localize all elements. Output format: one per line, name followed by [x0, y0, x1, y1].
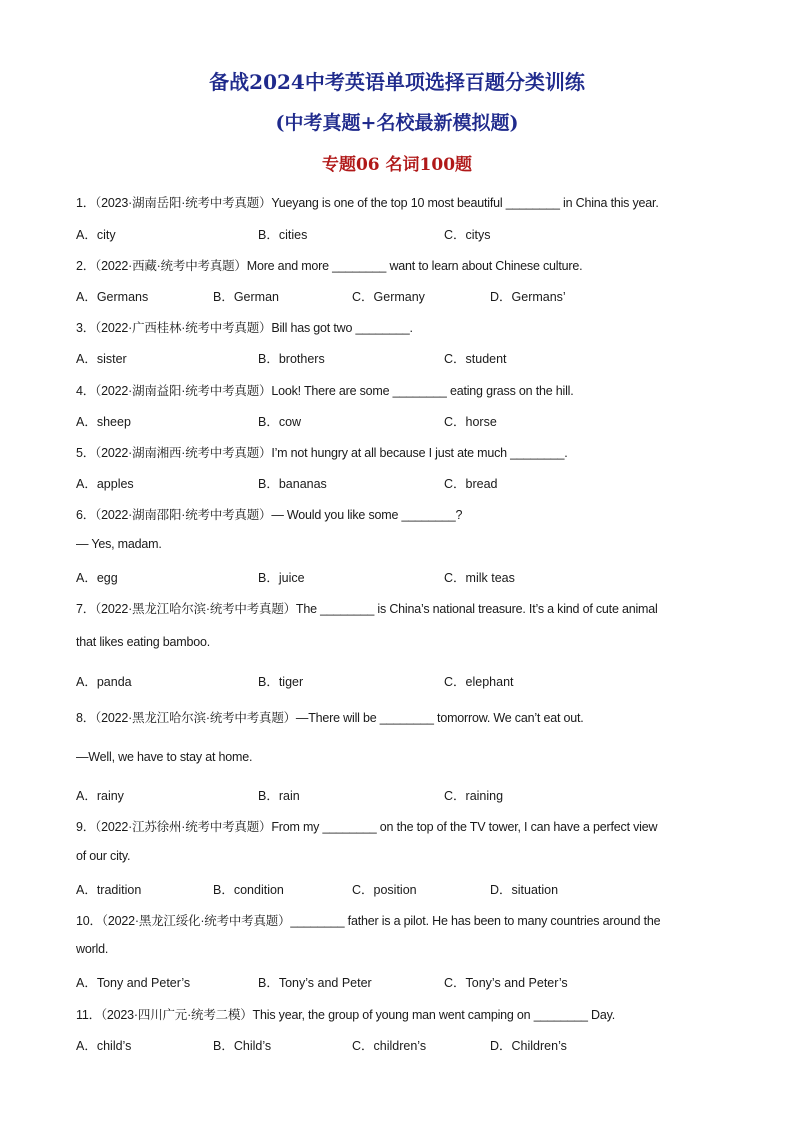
q6-option-a: A．egg — [76, 571, 118, 585]
q10-option-b: B．Tony’s and Peter — [258, 976, 372, 990]
q8-option-a: A．rainy — [76, 789, 124, 803]
question-9-text-continued: of our city. — [76, 849, 131, 863]
q5-option-b: B．bananas — [258, 477, 327, 491]
q6-option-b: B．juice — [258, 571, 305, 585]
q7-option-c: C．elephant — [444, 675, 514, 689]
q2-option-c: C．Germany — [352, 290, 425, 304]
q9-option-d: D．situation — [490, 883, 559, 897]
q11-option-c: C．children’s — [352, 1039, 427, 1053]
question-8-text-continued: —Well, we have to stay at home. — [76, 750, 253, 764]
q3-option-c: C．student — [444, 352, 507, 366]
q4-option-a: A．sheep — [76, 415, 131, 429]
q3-option-b: B．brothers — [258, 352, 325, 366]
question-10-text-continued: world. — [76, 942, 109, 956]
document-title: 备战2024中考英语单项选择百题分类训练 — [209, 70, 585, 94]
question-8-text: 8．（2022·黑龙江哈尔滨·统考中考真题）—There will be ________ tomorrow. We can’t eat out. — [76, 711, 584, 725]
q8-option-b: B．rain — [258, 789, 300, 803]
question-3-text: 3．（2022·广西桂林·统考中考真题）Bill has got two ________. — [76, 321, 413, 335]
q9-option-b: B．condition — [213, 883, 284, 897]
q4-option-b: B．cow — [258, 415, 302, 429]
q1-option-a: A．city — [76, 228, 116, 242]
question-1-text: 1．（2023·湖南岳阳·统考中考真题）Yueyang is one of the top 10 most beautiful ________ in China this year. — [76, 196, 659, 210]
q5-option-a: A．apples — [76, 477, 134, 491]
q6-option-c: C．milk teas — [444, 571, 515, 585]
question-11-text: 11．（2023·四川广元·统考二模）This year, the group of young man went camping on ________ Day. — [76, 1008, 615, 1022]
question-6-text: 6．（2022·湖南邵阳·统考中考真题）— Would you like some ________? — [76, 508, 463, 522]
q3-option-a: A．sister — [76, 352, 127, 366]
q2-option-a: A．Germans — [76, 290, 149, 304]
q1-option-b: B．cities — [258, 228, 308, 242]
question-10-text: 10．（2022·黑龙江绥化·统考中考真题）________ father is a pilot. He has been to many countries around the — [76, 914, 661, 928]
question-5-text: 5．（2022·湖南湘西·统考中考真题）I’m not hungry at all because I just ate much ________. — [76, 446, 568, 460]
question-2-text: 2．（2022·西藏·统考中考真题）More and more ________ want to learn about Chinese culture. — [76, 259, 583, 273]
question-7-text: 7．（2022·黑龙江哈尔滨·统考中考真题）The ________ is China’s national treasure. It’s a kind of cute animal — [76, 602, 658, 616]
question-9-text: 9．（2022·江苏徐州·统考中考真题）From my ________ on the top of the TV tower, I can have a perfect view — [76, 820, 658, 834]
topic-heading: 专题06 名词100题 — [321, 155, 473, 175]
question-6-text-continued: — Yes, madam. — [76, 537, 162, 551]
q2-option-d: D．Germans’ — [490, 290, 566, 304]
q1-option-c: C．citys — [444, 228, 491, 242]
q10-option-c: C．Tony’s and Peter’s — [444, 976, 568, 990]
question-4-text: 4．（2022·湖南益阳·统考中考真题）Look! There are some ________ eating grass on the hill. — [76, 384, 574, 398]
q11-option-a: A．child’s — [76, 1039, 132, 1053]
question-7-text-continued: that likes eating bamboo. — [76, 635, 210, 649]
q9-option-c: C．position — [352, 883, 417, 897]
document-subtitle: (中考真题+名校最新模拟题) — [275, 112, 519, 134]
q11-option-b: B．Child’s — [213, 1039, 272, 1053]
q2-option-b: B．German — [213, 290, 279, 304]
q7-option-b: B．tiger — [258, 675, 304, 689]
q9-option-a: A．tradition — [76, 883, 142, 897]
q11-option-d: D．Children’s — [490, 1039, 567, 1053]
q10-option-a: A．Tony and Peter’s — [76, 976, 191, 990]
q4-option-c: C．horse — [444, 415, 497, 429]
q7-option-a: A．panda — [76, 675, 132, 689]
q8-option-c: C．raining — [444, 789, 504, 803]
q5-option-c: C．bread — [444, 477, 498, 491]
